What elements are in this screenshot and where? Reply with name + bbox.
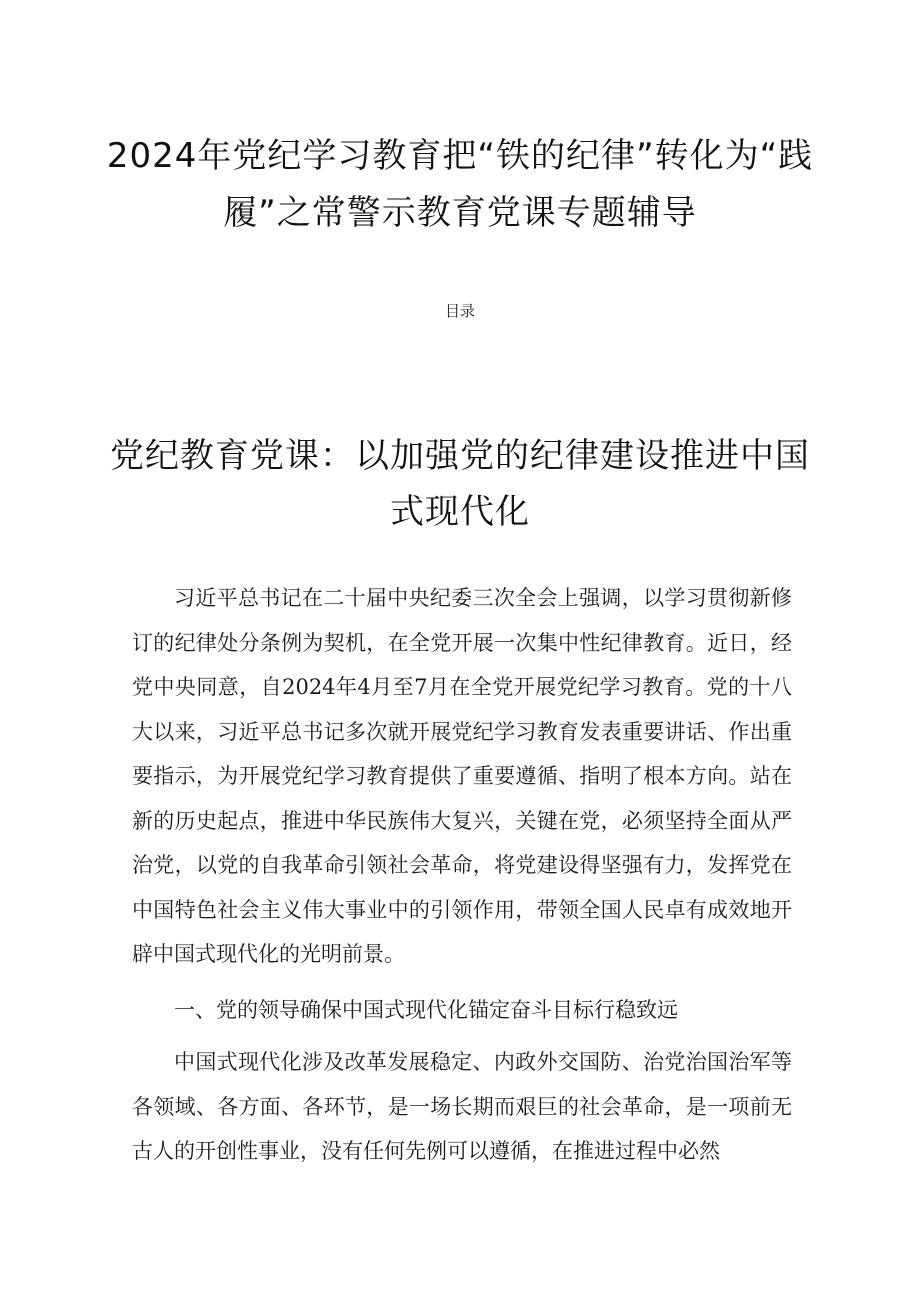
section-title: 党纪教育党课：以加强党的纪律建设推进中国式现代化	[110, 436, 810, 532]
toc-label: 目录	[444, 302, 475, 320]
paragraph-two: 中国式现代化涉及改革发展稳定、内政外交国防、治党治国治军等各领域、各方面、各环节，是一场长期而艰巨的社会革命，是一项前无古人的开创性事业，没有任何先例可以遵循，在推进过程中必然	[132, 1050, 792, 1163]
document-title: 2024年党纪学习教育把“铁的纪律”转化为“践履”之常警示教育党课专题辅导	[106, 136, 814, 233]
paragraph-intro: 习近平总书记在二十届中央纪委三次全会上强调，以学习贯彻新修订的纪律处分条例为契机，在全党开展一次集中性纪律教育。近日，经党中央同意，自2024年4月至7月在全党开展党纪学习教育。党的十八大以来，习近平总书记多次就开展党纪学习教育发表重要讲话、作出重要指示，为开展党纪学习教育提供了重要遵循、指明了根本方向。站在新的历史起点，推进中华民族伟大复兴，关键在党，必须坚持全面从严治党，以党的自我革命引领社会革命，将党建设得坚强有力，发挥党在中国特色社会主义伟大事业中的引领作用，带领全国人民卓有成效地开辟中国式现代化的光明前景。	[132, 586, 792, 966]
subheading-one: 一、党的领导确保中国式现代化锚定奋斗目标行稳致远	[174, 998, 678, 1022]
